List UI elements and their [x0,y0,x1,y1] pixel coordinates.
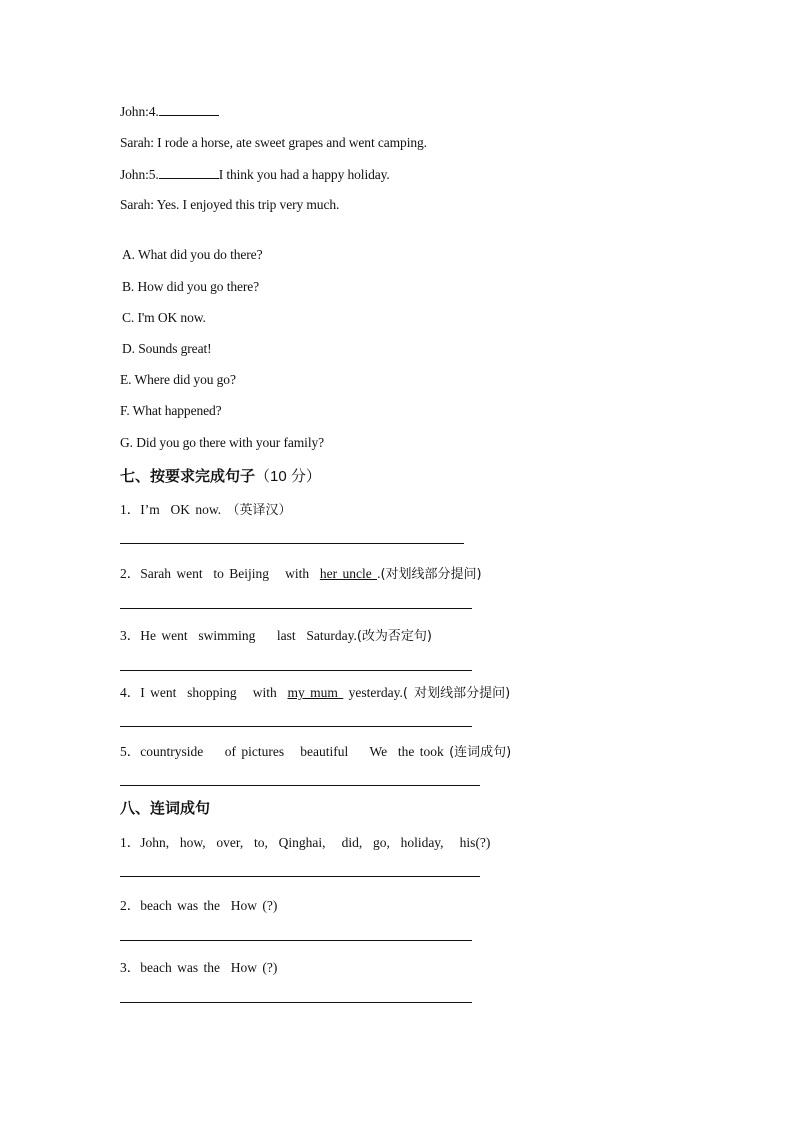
dialogue-speaker: John:4. [120,104,159,119]
question-text: He went swimming last Saturday. [140,628,357,643]
question-text: I went shopping with [140,685,288,700]
question-text: I’m OK now. [140,502,227,517]
question-number: 5． [120,744,141,759]
question-text: countryside of pictures beautiful We the took [140,744,450,759]
answer-line[interactable] [120,608,472,609]
dialogue-line-1 [120,103,219,120]
option-c: C. I'm OK now. [122,310,206,325]
s7-question-3 [120,624,432,644]
option-f: F. What happened? [120,403,222,418]
s7-question-1 [120,498,292,518]
question-text: beach was the How (?) [140,898,278,913]
dialogue-text: I think you had a happy holiday. [218,167,390,182]
answer-line[interactable] [120,726,472,727]
s7-question-2 [120,562,482,582]
dialogue-text: I rode a horse, ate sweet grapes and went camping. [153,135,427,150]
question-number: 1． [120,835,141,850]
dialogue-line-4 [120,197,339,213]
answer-line[interactable] [120,1002,472,1003]
question-number: 3． [120,628,141,643]
s7-question-5 [120,740,511,760]
section-points: （10 分） [255,468,321,485]
question-text-end: . [377,566,381,581]
question-text: Sarah went to Beijing with [140,566,320,581]
s7-question-4 [120,681,510,701]
dialogue-text: Yes. I enjoyed this trip very much. [153,197,340,212]
question-instruction: (对划线部分提问) [380,567,482,582]
dialogue-speaker: John:5. [120,167,159,182]
dialogue-speaker: Sarah: [120,197,154,212]
dialogue-line-3 [120,166,390,183]
question-text: beach was the How (?) [140,960,278,975]
answer-line[interactable] [120,543,464,544]
option-g: G. Did you go there with your family? [120,435,325,450]
question-instruction: ( 对划线部分提问) [402,686,511,701]
question-number: 3． [120,960,141,975]
answer-line[interactable] [120,940,472,941]
answer-blank[interactable] [159,103,219,116]
question-number: 4． [120,685,141,700]
dialogue-line-2 [120,135,427,151]
underlined-phrase: my mum [287,685,344,700]
question-number: 2． [120,566,141,581]
answer-line[interactable] [120,785,480,786]
question-text-end: yesterday. [343,685,403,700]
option-a: A. What did you do there? [122,247,263,262]
answer-line[interactable] [120,876,480,877]
option-e: E. Where did you go? [120,372,236,387]
option-b: B. How did you go there? [122,279,260,294]
section-7-heading [120,465,321,486]
question-number: 2． [120,898,141,913]
s8-question-1 [120,831,490,851]
question-number: 1． [120,502,141,517]
section-title: 七、按要求完成句子 [120,467,256,485]
question-instruction: (改为否定句) [356,629,433,644]
question-text: John, how, over, to, Qinghai, did, go, holiday, his(?) [140,835,491,850]
underlined-phrase: her uncle [319,566,378,581]
question-instruction: (连词成句) [449,745,512,760]
answer-line[interactable] [120,670,472,671]
option-d: D. Sounds great! [122,341,212,356]
s8-question-3 [120,956,277,976]
answer-blank[interactable] [159,166,219,179]
s8-question-2 [120,894,277,914]
question-instruction: （英译汉） [226,503,292,518]
dialogue-speaker: Sarah: [120,135,154,150]
section-8-heading: 八、连词成句 [120,799,211,817]
